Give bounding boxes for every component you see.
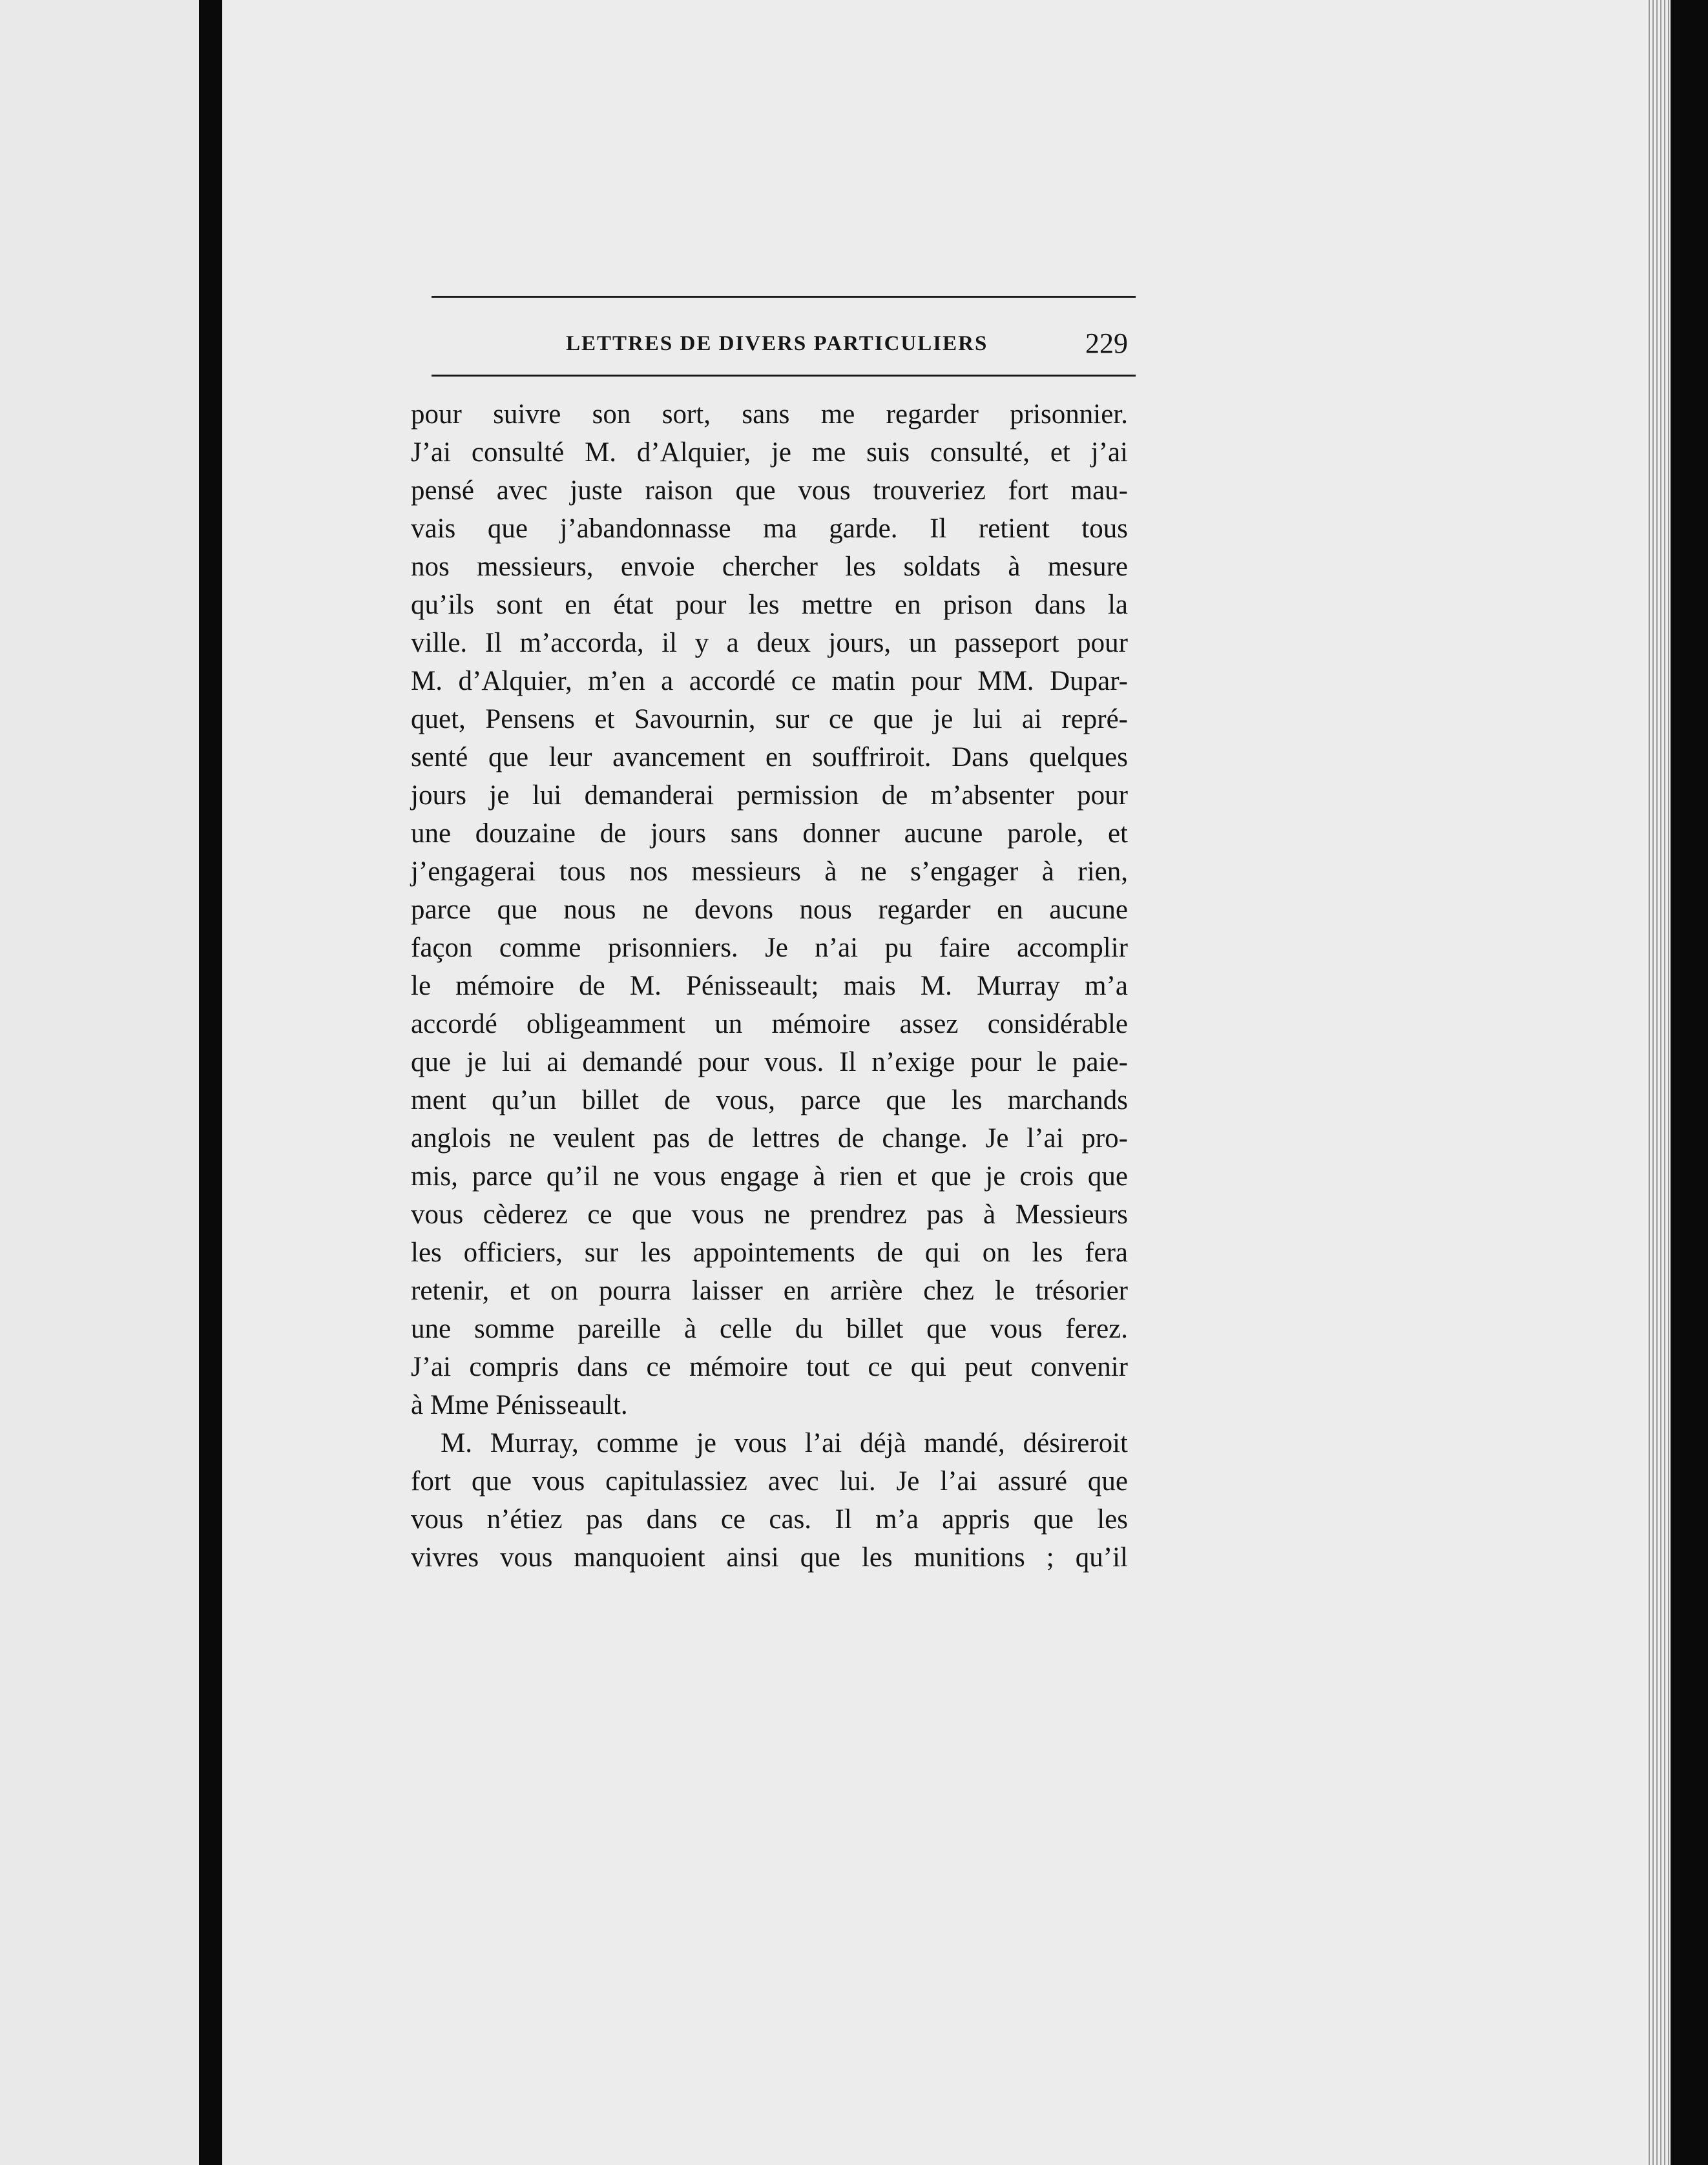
text-line: les officiers, sur les appointements de qui on les fera xyxy=(411,1238,1128,1268)
text-line: vivres vous manquoient ainsi que les munitions ; qu’il xyxy=(411,1542,1128,1573)
text-line: quet, Pensens et Savournin, sur ce que je lui ai repré- xyxy=(411,704,1128,734)
text-line: nos messieurs, envoie chercher les soldats à mesure xyxy=(411,552,1128,582)
text-line: façon comme prisonniers. Je n’ai pu faire accomplir xyxy=(411,933,1128,963)
body-text xyxy=(411,395,1128,1577)
header-rule-bottom xyxy=(432,375,1136,377)
text-line: parce que nous ne devons nous regarder en aucune xyxy=(411,895,1128,925)
text-line: à Mme Pénisseault. xyxy=(411,1390,628,1420)
text-line: fort que vous capitulassiez avec lui. Je l’ai assuré que xyxy=(411,1466,1128,1497)
scan-background-right xyxy=(1671,0,1708,2165)
text-line: retenir, et on pourra laisser en arrière chez le trésorier xyxy=(411,1276,1128,1306)
text-line: vous cèderez ce que vous ne prendrez pas à Messieurs xyxy=(411,1199,1128,1230)
text-line: j’engagerai tous nos messieurs à ne s’engager à rien, xyxy=(411,856,1128,887)
page-edges-stack xyxy=(1646,0,1672,2165)
text-line: ment qu’un billet de vous, parce que les marchands xyxy=(411,1085,1128,1115)
text-line: jours je lui demanderai permission de m’absenter pour xyxy=(411,780,1128,811)
text-line: accordé obligeamment un mémoire assez considérable xyxy=(411,1009,1128,1039)
text-line: J’ai compris dans ce mémoire tout ce qui peut convenir xyxy=(411,1352,1128,1382)
text-line: M. Murray, comme je vous l’ai déjà mandé, désireroit xyxy=(441,1428,1128,1458)
text-line: J’ai consulté M. d’Alquier, je me suis consulté, et j’ai xyxy=(411,437,1128,468)
text-line: vais que j’abandonnasse ma garde. Il retient tous xyxy=(411,513,1128,544)
text-line: mis, parce qu’il ne vous engage à rien et que je crois que xyxy=(411,1161,1128,1192)
text-line: pour suivre son sort, sans me regarder prisonnier. xyxy=(411,399,1128,430)
text-line: que je lui ai demandé pour vous. Il n’exige pour le paie- xyxy=(411,1047,1128,1077)
running-title: LETTRES DE DIVERS PARTICULIERS xyxy=(566,332,988,355)
text-line: une somme pareille à celle du billet que vous ferez. xyxy=(411,1314,1128,1344)
text-line: une douzaine de jours sans donner aucune parole, et xyxy=(411,818,1128,849)
text-line: M. d’Alquier, m’en a accordé ce matin pour MM. Dupar- xyxy=(411,666,1128,696)
page-number: 229 xyxy=(1085,327,1128,359)
text-line: pensé avec juste raison que vous trouveriez fort mau- xyxy=(411,475,1128,506)
header-rule-top xyxy=(432,296,1136,298)
text-line: senté que leur avancement en souffriroit. Dans quelques xyxy=(411,742,1128,772)
text-line: qu’ils sont en état pour les mettre en prison dans la xyxy=(411,590,1128,620)
left-page-edge xyxy=(0,0,199,2165)
text-line: le mémoire de M. Pénisseault; mais M. Murray m’a xyxy=(411,971,1128,1001)
book-gutter xyxy=(199,0,222,2165)
text-line: vous n’étiez pas dans ce cas. Il m’a appris que les xyxy=(411,1504,1128,1535)
text-line: anglois ne veulent pas de lettres de change. Je l’ai pro- xyxy=(411,1123,1128,1154)
text-line: ville. Il m’accorda, il y a deux jours, un passeport pour xyxy=(411,628,1128,658)
